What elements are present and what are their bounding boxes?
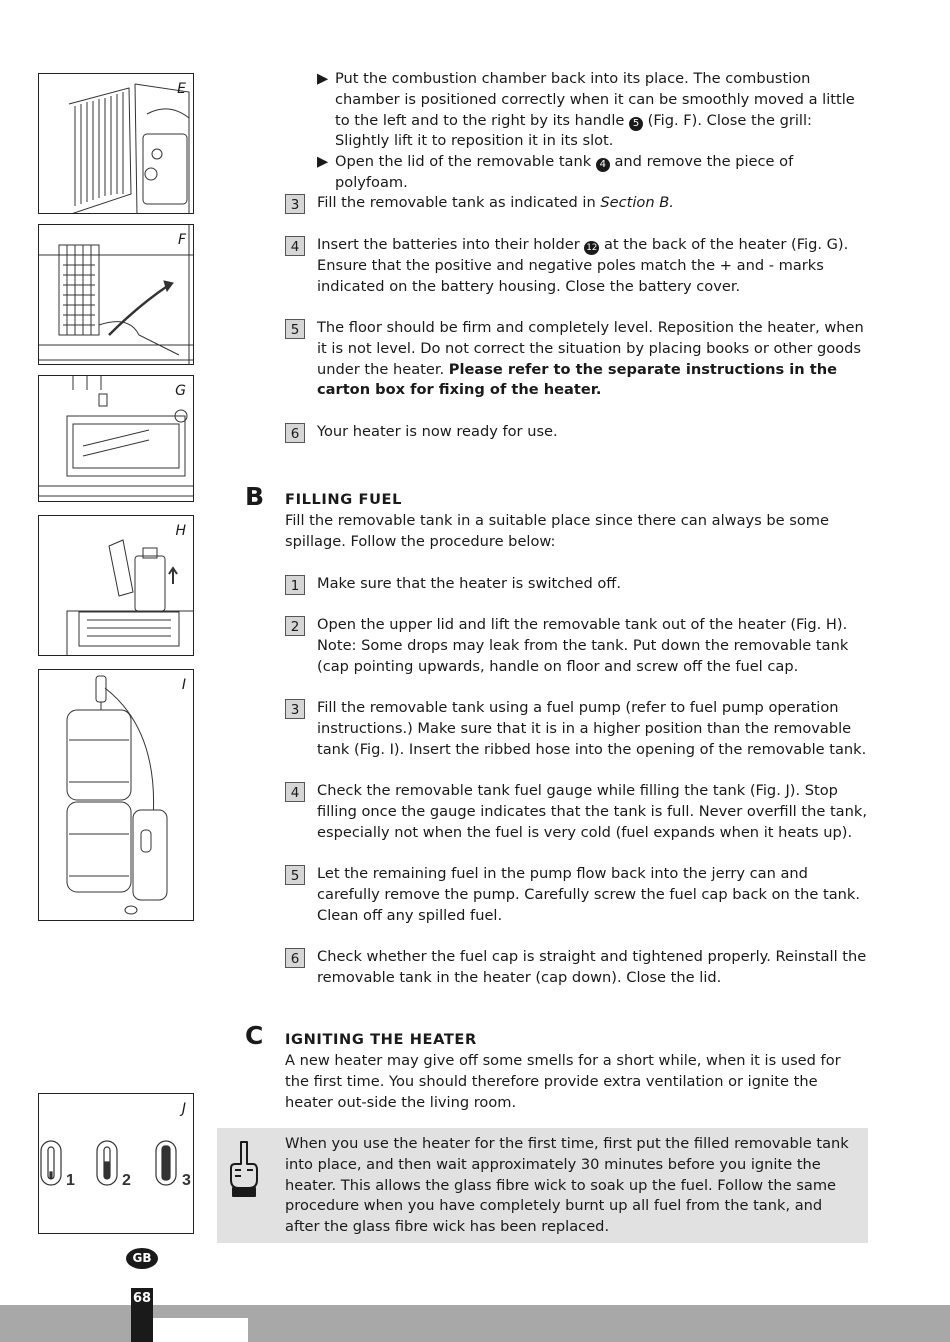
step-number: 4 (285, 236, 305, 256)
step-number: 6 (285, 948, 305, 968)
step-text: Check the removable tank fuel gauge while filling the tank (Fig. J). Stop filling once the gauge indicates that the tank is full. Never overfill the tank, especially not when the fuel is very cold (fuel expands when it heats up). (317, 782, 867, 841)
pointing-hand-icon (223, 1140, 263, 1198)
figure-label-g: G (175, 383, 186, 399)
note-text: When you use the heater for the first time, first put the filled removable tank into place, and then wait approximately 30 minutes before you ignite the heater. This allows the glass fibre wick to soak up the fuel. Follow the same procedure when you have completely burnt up all fuel from the tank, and after the glass fibre wick has been replaced. (285, 1135, 849, 1236)
figure-i (38, 669, 194, 921)
step-text: Make sure that the heater is switched off. (317, 575, 621, 592)
battery-holder-callout: 12 (584, 241, 599, 255)
step-number: 3 (285, 699, 305, 719)
step-number: 2 (285, 616, 305, 636)
language-badge: GB (126, 1248, 158, 1269)
figure-label-h: H (175, 523, 186, 539)
tank-callout: 4 (596, 158, 610, 172)
step-text: Let the remaining fuel in the pump flow back into the jerry can and carefully remove the pump. Carefully screw the fuel cap back on the tank. Clean off any spilled fuel. (317, 865, 860, 924)
gauge-label-1: 1 (66, 1172, 75, 1189)
combustion-chamber-illustration (39, 225, 194, 365)
gauge-label-2: 2 (122, 1172, 131, 1189)
step-number: 5 (285, 319, 305, 339)
step-text: Insert the batteries into their holder 12 at the back of the heater (Fig. G). Ensure that the positive and negative poles match the + and - marks indicated on the battery housing. Close the battery cover. (317, 236, 849, 295)
figure-e (38, 73, 194, 214)
section-letter-b: B (245, 482, 265, 511)
step-text: The floor should be firm and completely level. Reposition the heater, when it is not level. Do not correct the situation by placing books or other goods under the heater. Please refer to the separate instructions in the carton box for fixing of the heater. (317, 319, 864, 399)
figure-j (38, 1093, 194, 1234)
note-box (217, 1128, 868, 1243)
step-number: 5 (285, 865, 305, 885)
figure-h (38, 515, 194, 656)
section-heading-filling-fuel: FILLING FUEL (285, 491, 402, 508)
step-number: 4 (285, 782, 305, 802)
section-heading-igniting: IGNITING THE HEATER (285, 1031, 477, 1048)
fuel-gauge-illustration (39, 1094, 194, 1234)
section-letter-c: C (245, 1021, 264, 1050)
intro-bullet-1: Put the combustion chamber back into its place. The combustion chamber is positioned correctly when it can be smoothly moved a little to the left and to the right by its handle 5 (Fig. F). Close the grill: Slightly lift it to reposition it in its slot. (335, 70, 855, 150)
footer-white-box (153, 1318, 248, 1342)
bullet-marker: ▶ (317, 153, 329, 170)
step-number: 6 (285, 423, 305, 443)
gauge-label-3: 3 (182, 1172, 191, 1189)
page-number: 68 (131, 1288, 153, 1342)
step-text: Open the upper lid and lift the removable tank out of the heater (Fig. H). Note: Some drops may leak from the tank. Put down the removable tank (cap pointing upwards, handle on floor and screw off the fuel cap. (317, 616, 849, 675)
step-text: Fill the removable tank as indicated in Section B. (317, 194, 674, 211)
battery-holder-illustration (39, 376, 194, 502)
step-text: Your heater is now ready for use. (317, 423, 558, 440)
bullet-marker: ▶ (317, 70, 329, 87)
figure-f (38, 224, 194, 365)
figure-label-e: E (177, 81, 186, 97)
section-b-intro: Fill the removable tank in a suitable place since there can always be some spillage. Follow the procedure below: (285, 512, 829, 550)
heater-grill-illustration (39, 74, 194, 214)
intro-bullet-2: Open the lid of the removable tank 4 and remove the piece of polyfoam. (335, 153, 794, 191)
figure-label-i: I (181, 677, 186, 693)
figure-label-j: J (181, 1101, 186, 1117)
step-text: Fill the removable tank using a fuel pump (refer to fuel pump operation instructions.) Make sure that it is in a higher position than the removable tank (Fig. I). Insert the ribbed hose into the opening of the removable tank. (317, 699, 867, 758)
figure-g (38, 375, 194, 502)
figure-label-f: F (177, 232, 186, 248)
section-c-intro: A new heater may give off some smells for a short while, when it is used for the first time. You should therefore provide extra ventilation or ignite the heater out-side the living room. (285, 1052, 841, 1111)
removable-tank-illustration (39, 516, 194, 656)
step-number: 1 (285, 575, 305, 595)
fuel-pump-illustration (39, 670, 194, 921)
handle-callout: 5 (629, 117, 643, 131)
step-text: Check whether the fuel cap is straight and tightened properly. Reinstall the removable tank in the heater (cap down). Close the lid. (317, 948, 867, 986)
step-number: 3 (285, 194, 305, 214)
